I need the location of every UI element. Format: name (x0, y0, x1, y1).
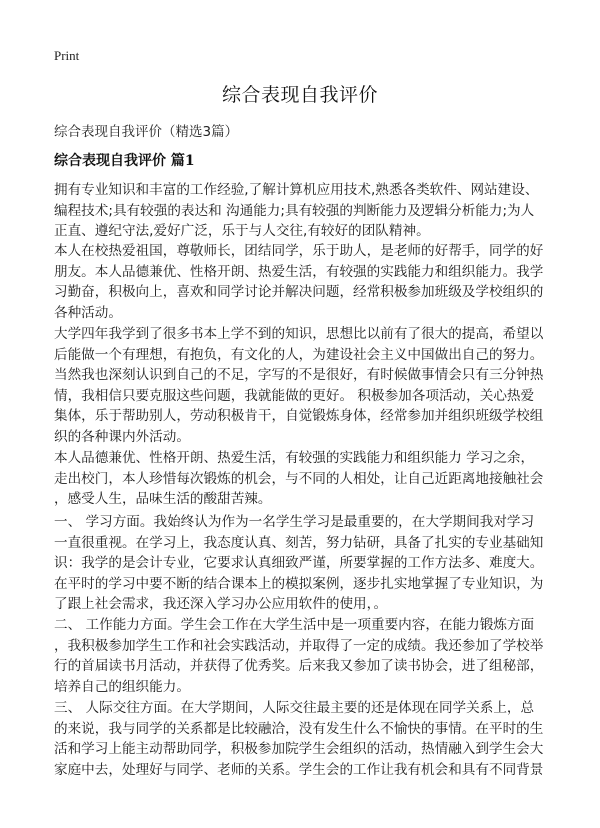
page-title: 综合表现自我评价 (221, 84, 378, 106)
text-line: 拥有专业知识和丰富的工作经验,了解计算机应用技术,熟悉各类软件、网站建设、 (54, 182, 539, 198)
document-subtitle: 综合表现自我评价（精选3篇） (54, 124, 239, 140)
text-line: 的来说，我与同学的关系都是比较融洽，没有发生什么不愉快的事情。在平时的生 (54, 720, 544, 737)
text-line: 在平时的学习中要不断的结合课本上的模拟案例，逐步扎实地掌握了专业知识，为 (54, 575, 544, 592)
text-line: 织的各种课内外活动。 (54, 428, 190, 445)
text-line: 识：我学的是会计专业，它要求认真细致严谨，所要掌握的工作方法多、难度大。 (54, 555, 544, 571)
paragraph-3 (54, 324, 554, 447)
text-line: ，感受人生，品味生活的酸甜苦辣。 (54, 491, 272, 507)
paragraph-2 (54, 241, 554, 323)
paragraph-interpersonal (54, 698, 554, 780)
text-line: 本人品德兼优、性格开朗、热爱生活，有较强的实践能力和组织能力 学习之余， (54, 450, 535, 466)
text-line: 二、 工作能力方面。学生会工作在大学生活中是一项重要内容，在能力锻炼方面 (54, 617, 535, 633)
paragraph-4 (54, 448, 554, 510)
section-heading: 综合表现自我评价 篇1 (54, 153, 195, 169)
text-line: 培养自己的组织能力。 (54, 678, 190, 695)
text-line: 后能做一个有理想，有抱负，有文化的人，为建设社会主义中国做出自己的努力。 (54, 346, 544, 363)
text-line: 各种活动。 (54, 304, 122, 321)
paragraph-study (54, 512, 554, 615)
text-line: 三、 人际交往方面。在大学期间，人际交往最主要的还是体现在同学关系上，总 (54, 700, 535, 716)
text-line: 本人在校热爱祖国，尊敬师长，团结同学，乐于助人，是老师的好帮手，同学的好 (54, 243, 544, 259)
text-line: 朋友。本人品德兼优、性格开朗、热爱生活，有较强的实践能力和组织能力。我学 (54, 263, 544, 280)
text-line: 活和学习上能主动帮助同学，积极参加院学生会组织的活动，热情融入到学生会大 (54, 741, 544, 757)
text-line: 了跟上社会需求，我还深入学习办公应用软件的使用，。 (54, 596, 388, 612)
text-line: 集体，乐于帮助别人，劳动积极肯干，自觉锻炼身体，经常参加并组织班级学校组 (54, 408, 544, 424)
text-line: ，我积极参加学生工作和社会实践活动，并取得了一定的成绩。我还参加了学校举 (54, 637, 544, 654)
text-line: 走出校门，本人珍惜每次锻炼的机会，与不同的人相处，让自己近距离地接触社会 (54, 470, 544, 487)
print-label[interactable]: Print (54, 48, 80, 63)
text-line: 一、 学习方面。我始终认为作为一名学生学习是最重要的，在大学期间我对学习 (54, 514, 535, 530)
text-line: 习勤奋，积极向上，喜欢和同学讨论并解决问题，经常积极参加班级及学校组织的 (54, 284, 544, 300)
text-line: 正直、遵纪守法,爱好广泛，乐于与人交往,有较好的团队精神。 (54, 223, 430, 239)
text-line: 当然我也深刻认识到自己的不足，字写的不是很好，有时候做事情会只有三分钟热 (54, 367, 544, 383)
text-line: 情，我相信只要克服这些问题，我就能做的更好。 积极参加各项活动，关心热爱 (54, 387, 535, 404)
text-line: 一直很重视。在学习上，我态度认真、刻苦，努力钻研，具备了扎实的专业基础知 (54, 534, 544, 551)
text-line: 行的首届读书月活动，并获得了优秀奖。后来我又参加了读书协会，进了组秘部， (54, 658, 544, 674)
paragraph-1 (54, 180, 554, 242)
text-line: 大学四年我学到了很多书本上学不到的知识，思想比以前有了很大的提高，希望以 (54, 326, 544, 342)
paragraph-work-ability (54, 615, 554, 697)
text-line: 编程技术;具有较强的表达和 沟通能力;具有较强的判断能力及逻辑分析能力;为人 (54, 202, 535, 219)
text-line: 家庭中去，处理好与同学、老师的关系。学生会的工作让我有机会和具有不同背景 (54, 761, 544, 778)
